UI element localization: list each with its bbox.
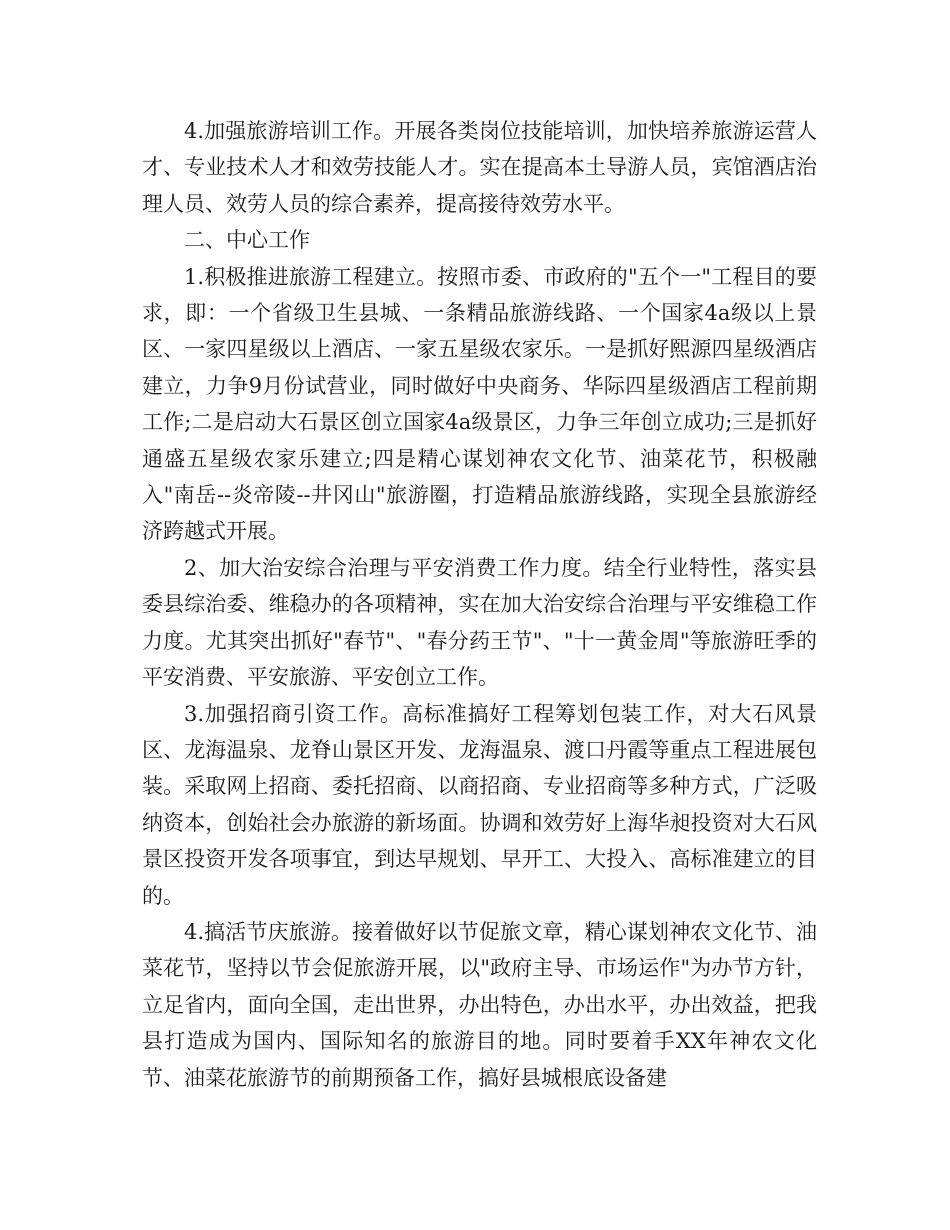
document-body [142,113,817,1096]
paragraph-investment: 3.加强招商引资工作。高标准搞好工程筹划包装工作，对大石风景区、龙海温泉、龙脊山景区开发、龙海温泉、渡口丹霞等重点工程进展包装。采取网上招商、委托招商、以商招商、专业招商等多种方式，广泛吸纳资本，创始社会办旅游的新场面。协调和效劳好上海华昶投资对大石风景区投资开发各项事宜，到达早规划、早开工、大投入、高标准建立的目的。 [142,701,817,908]
paragraph-training: 4.加强旅游培训工作。开展各类岗位技能培训，加快培养旅游运营人才、专业技术人才和效劳技能人才。实在提高本土导游人员，宾馆酒店治理人员、效劳人员的综合素养，提高接待效劳水平。 [142,119,817,216]
section-heading-core-work: 二、中心工作 [184,228,310,253]
paragraph-festival: 4.搞活节庆旅游。接着做好以节促旅文章，精心谋划神农文化节、油菜花节，坚持以节会促旅游开展，以"政府主导、市场运作"为办节方针，立足省内，面向全国，走出世界，办出特色，办出水平，办出效益，把我县打造成为国内、国际知名的旅游目的地。同时要着手XX年神农文化节、油菜花旅游节的前期预备工作，搞好县城根底设备建 [142,919,817,1090]
paragraph-safety: 2、加大治安综合治理与平安消费工作力度。结全行业特性，落实县委县综治委、维稳办的各项精神，实在加大治安综合治理与平安维稳工作力度。尤其突出抓好"春节"、"春分药王节"、"十一黄金周"等旅游旺季的平安消费、平安旅游、平安创立工作。 [142,555,817,690]
paragraph-projects: 1.积极推进旅游工程建立。按照市委、市政府的"五个一"工程目的要求，即：一个省级卫生县城、一条精品旅游线路、一个国家4a级以上景区、一家四星级以上酒店、一家五星级农家乐。一是抓好熙源四星级酒店建立，力争9月份试营业，同时做好中央商务、华际四星级酒店工程前期工作;二是启动大石景区创立国家4a级景区，力争三年创立成功;三是抓好通盛五星级农家乐建立;四是精心谋划神农文化节、油菜花节，积极融入"南岳--炎帝陵--井冈山"旅游圈，打造精品旅游线路，实现全县旅游经济跨越式开展。 [142,264,817,544]
